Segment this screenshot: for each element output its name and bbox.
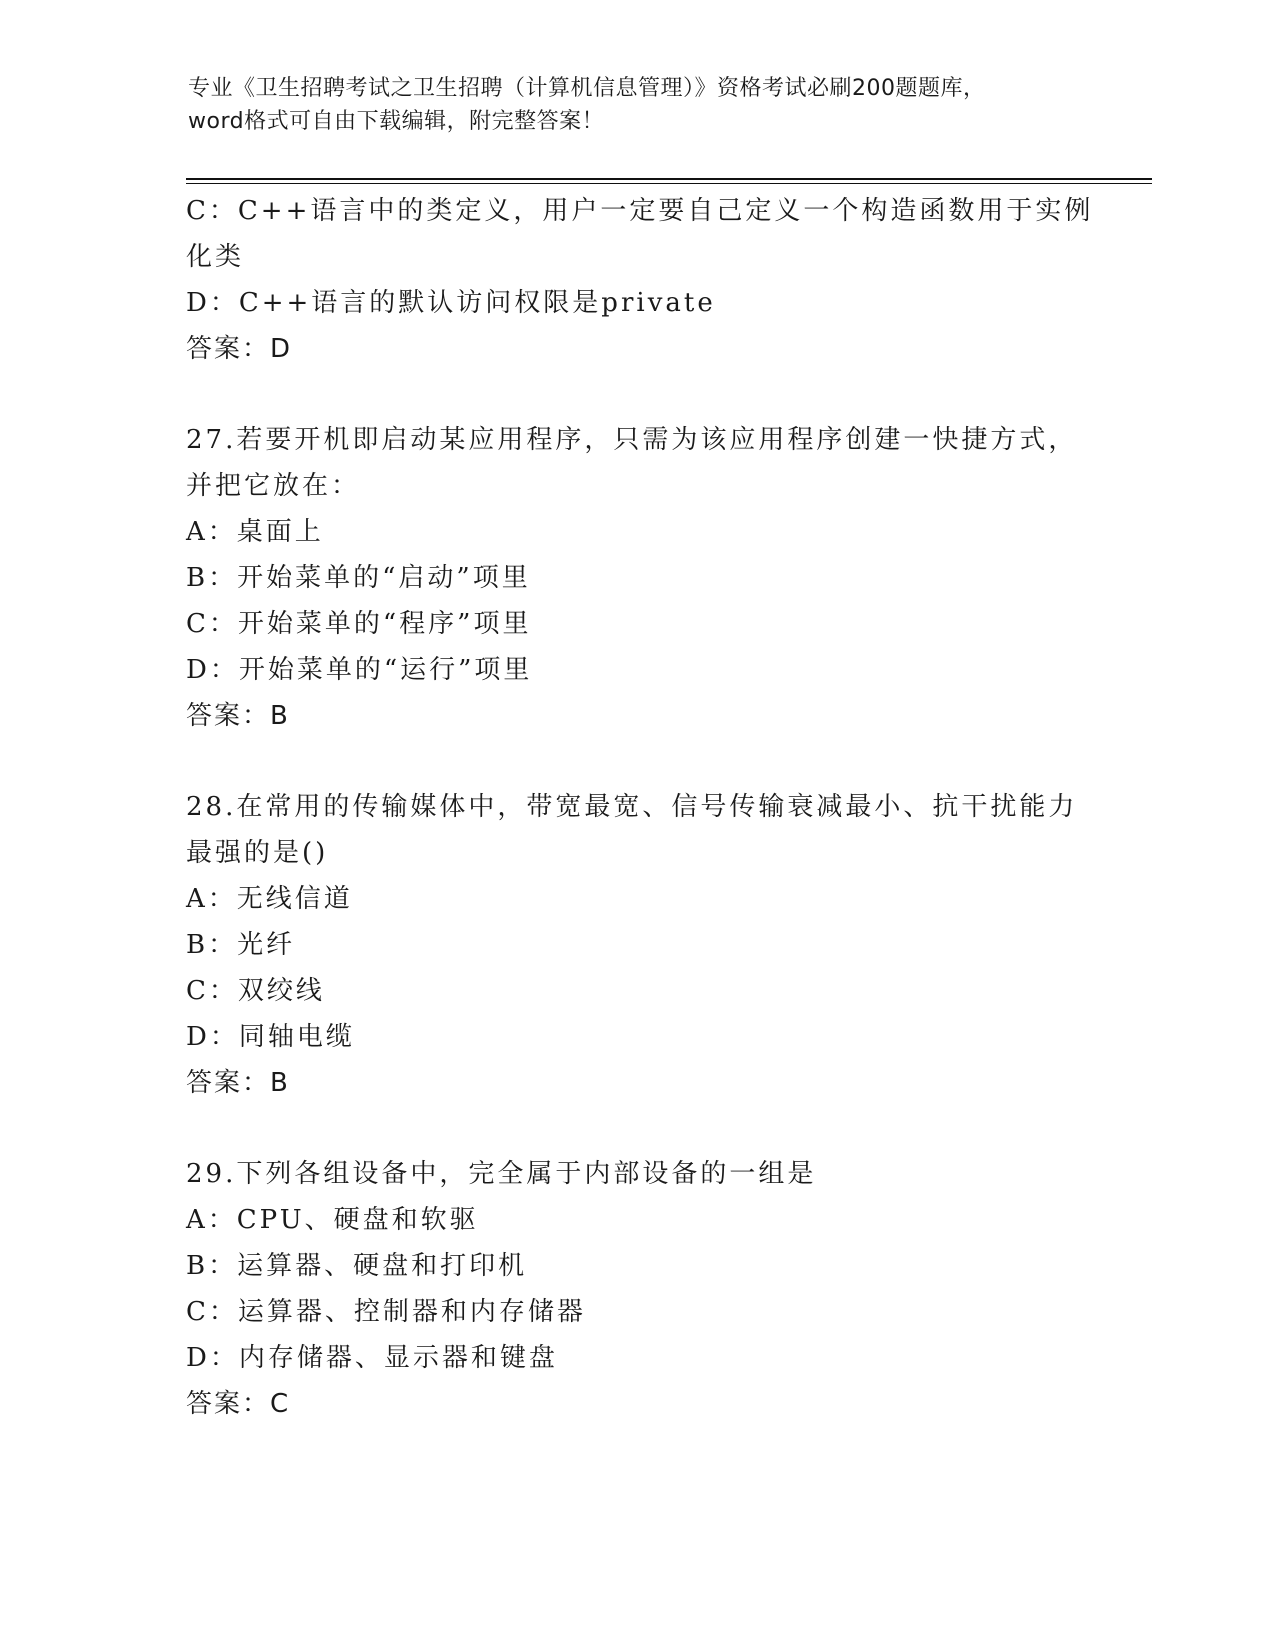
question-stem: 最强的是() xyxy=(186,838,329,868)
option-line: D：C++语言的默认访问权限是private xyxy=(186,288,716,318)
question-stem: 27.若要开机即启动某应用程序，只需为该应用程序创建一快捷方式， xyxy=(186,425,1078,455)
option-line: 化类 xyxy=(186,242,245,272)
header-title-line-2: word格式可自由下载编辑，附完整答案！ xyxy=(188,109,605,134)
option-a: A：桌面上 xyxy=(186,517,324,547)
question-stem: 29.下列各组设备中，完全属于内部设备的一组是 xyxy=(186,1159,817,1189)
question-block xyxy=(186,784,1086,1106)
answer-line: 答案：B xyxy=(186,1068,290,1098)
option-b: B：光纤 xyxy=(186,930,296,960)
question-block xyxy=(186,188,1094,372)
page-header xyxy=(188,72,1088,138)
answer-line: 答案：C xyxy=(186,1389,291,1419)
option-c: C：双绞线 xyxy=(186,976,325,1006)
option-line: C：C++语言中的类定义，用户一定要自己定义一个构造函数用于实例 xyxy=(186,196,1094,226)
answer-line: 答案：D xyxy=(186,334,293,364)
header-title-line-1: 专业《卫生招聘考试之卫生招聘（计算机信息管理）》资格考试必刷200题题库， xyxy=(188,76,986,101)
question-stem: 并把它放在： xyxy=(186,471,361,501)
answer-line: 答案：B xyxy=(186,701,290,731)
option-a: A：无线信道 xyxy=(186,884,353,914)
question-block xyxy=(186,417,1086,739)
question-stem: 28.在常用的传输媒体中，带宽最宽、信号传输衰减最小、抗干扰能力 xyxy=(186,792,1078,822)
option-d: D：内存储器、显示器和键盘 xyxy=(186,1343,558,1373)
header-divider-thin xyxy=(186,183,1152,184)
spacer xyxy=(186,372,1086,417)
option-b: B：运算器、硬盘和打印机 xyxy=(186,1251,528,1281)
spacer xyxy=(186,1106,1086,1151)
option-c: C：运算器、控制器和内存储器 xyxy=(186,1297,586,1327)
option-a: A：CPU、硬盘和软驱 xyxy=(186,1205,479,1235)
option-d: D：同轴电缆 xyxy=(186,1022,355,1052)
option-d: D：开始菜单的“运行”项里 xyxy=(186,655,533,685)
header-divider xyxy=(186,178,1152,180)
option-b: B：开始菜单的“启动”项里 xyxy=(186,563,531,593)
spacer xyxy=(186,739,1086,784)
question-block xyxy=(186,1151,1086,1427)
question-list xyxy=(186,188,1094,1427)
option-c: C：开始菜单的“程序”项里 xyxy=(186,609,532,639)
